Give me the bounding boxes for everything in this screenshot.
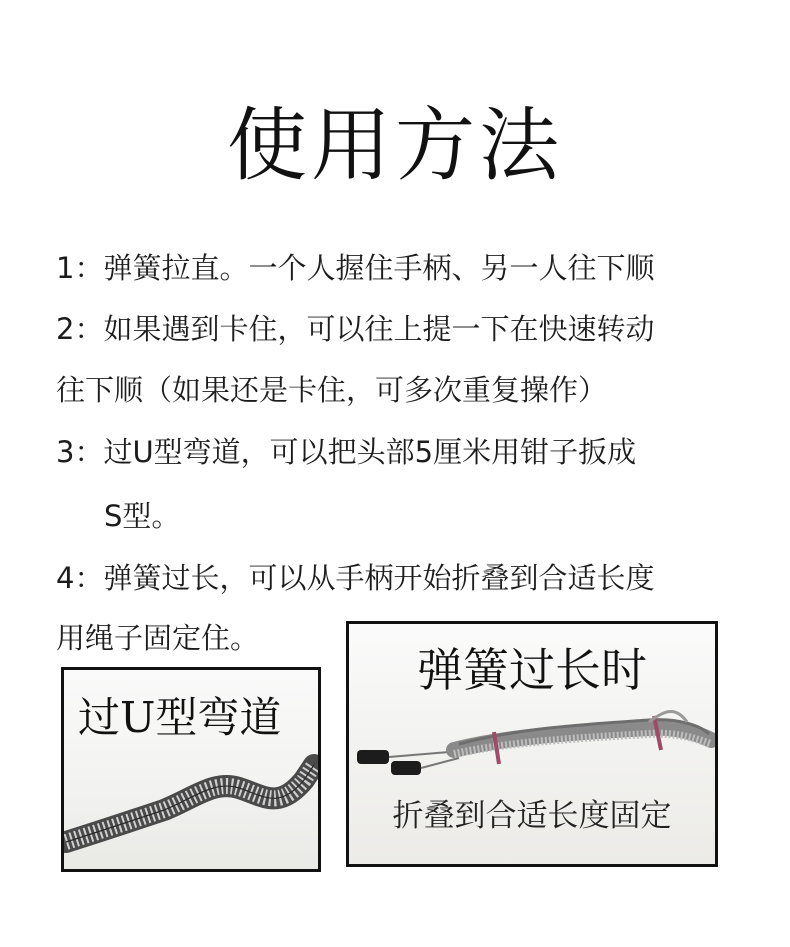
instruction-line-4: 3：过U型弯道，可以把头部5厘米用钳子扳成 [56, 435, 637, 469]
instruction-line-7: 用绳子固定住。 [56, 621, 260, 655]
photo-u-bend-label: 过U型弯道 [78, 693, 282, 742]
instruction-line-5: S型。 [104, 499, 181, 533]
photo-long-spring [346, 621, 718, 867]
photo-u-bend [61, 667, 321, 872]
instruction-line-3: 往下顺（如果还是卡住，可多次重复操作） [56, 373, 608, 407]
page-title: 使用方法 [227, 99, 563, 192]
instruction-line-6: 4：弹簧过长，可以从手柄开始折叠到合适长度 [56, 561, 655, 595]
instruction-line-2: 2：如果遇到卡住，可以往上提一下在快速转动 [56, 312, 655, 346]
photo-long-spring-caption: 折叠到合适长度固定 [392, 798, 672, 834]
instruction-line-1: 1：弹簧拉直。一个人握住手柄、另一人往下顺 [56, 251, 655, 285]
photo-long-spring-label: 弹簧过长时 [417, 643, 647, 697]
